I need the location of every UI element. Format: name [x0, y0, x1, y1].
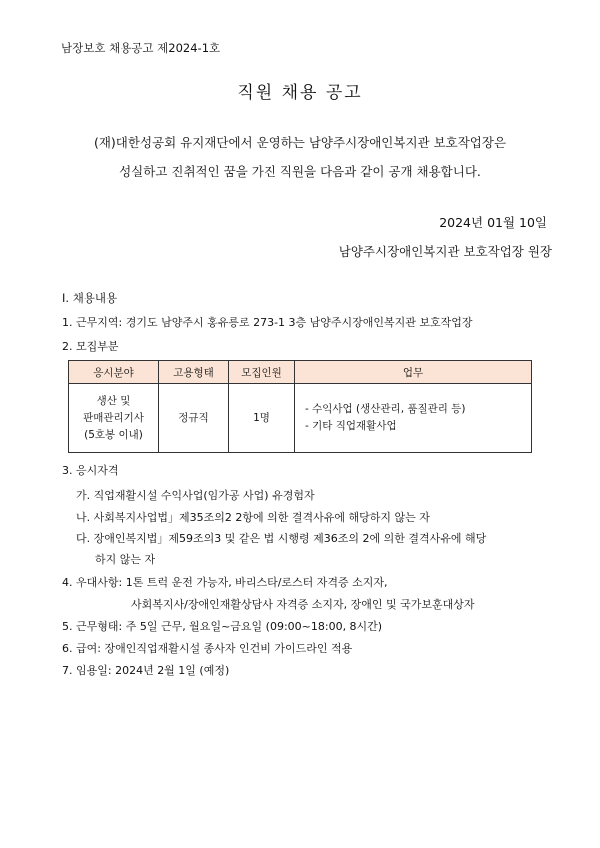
salary-item: 6. 급여: 장애인직업재활시설 종사자 인건비 가이드라인 적용: [62, 642, 353, 655]
recruitment-field-item: 2. 모집부분: [62, 340, 119, 353]
count-cell: 1명: [229, 384, 295, 453]
duties-cell: [295, 384, 532, 453]
qualification-item: 나. 사회복지사업법」제35조의2 2항에 의한 결격사유에 해당하지 않는 자: [76, 511, 430, 524]
section-heading: Ⅰ. 채용내용: [62, 291, 118, 305]
document-number: 남장보호 채용공고 제2024-1호: [61, 41, 221, 55]
preference-item: 4. 우대사항: 1톤 트럭 운전 가능자, 바리스타/로스터 자격증 소지자,: [62, 576, 388, 589]
qualification-item-continued: 하지 않는 자: [95, 553, 156, 566]
qualification-item: 가. 직업재활시설 수익사업(임가공 사업) 유경험자: [76, 489, 315, 502]
announcement-date: 2024년 01월 10일: [439, 215, 547, 230]
field-line: (5호봉 이내): [84, 428, 143, 441]
qualification-item: 다. 장애인복지법」제59조의3 및 같은 법 시행령 제36조의 2에 의한 결격사유에 해당: [76, 532, 487, 545]
qualification-heading: 3. 응시자격: [62, 464, 119, 477]
employment-cell: 정규직: [159, 384, 229, 453]
table-header-cell: 업무: [295, 361, 532, 384]
table-row: [69, 384, 532, 453]
start-date-item: 7. 임용일: 2024년 2월 1일 (예정): [62, 664, 230, 677]
table-header-cell: 응시분야: [69, 361, 159, 384]
work-location-item: 1. 근무지역: 경기도 남양주시 홍유릉로 273-1 3층 남양주시장애인복지관 보호작업장: [62, 316, 473, 329]
recruitment-table: [68, 360, 532, 453]
field-cell: [69, 384, 159, 453]
field-line: 판매관리기사: [83, 411, 144, 424]
intro-line-2: 성실하고 진취적인 꿈을 가진 직원을 다음과 같이 공개 채용합니다.: [119, 164, 481, 179]
preference-item-continued: 사회복지사/장애인재활상담사 자격증 소지자, 장애인 및 국가보훈대상자: [131, 598, 475, 611]
table-header-cell: 모집인원: [229, 361, 295, 384]
duty-line: - 수익사업 (생산관리, 품질관리 등): [305, 403, 466, 415]
table-header-cell: 고용형태: [159, 361, 229, 384]
page-title: 직원 채용 공고: [237, 83, 363, 103]
issuer-name: 남양주시장애인복지관 보호작업장 원장: [338, 244, 552, 259]
table-header-row: [69, 361, 532, 384]
field-line: 생산 및: [96, 394, 131, 407]
work-type-item: 5. 근무형태: 주 5일 근무, 월요일~금요일 (09:00~18:00, 8시간): [62, 620, 383, 633]
intro-line-1: (재)대한성공회 유지재단에서 운영하는 남양주시장애인복지관 보호작업장은: [93, 135, 507, 150]
duty-line: - 기타 직업재활사업: [305, 420, 397, 432]
